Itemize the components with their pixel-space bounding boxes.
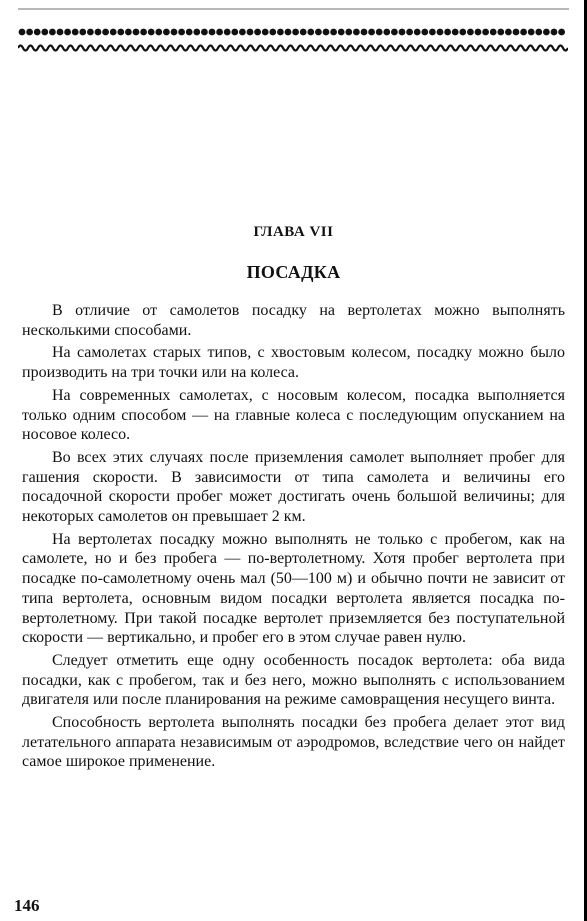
border-dot — [406, 29, 413, 36]
border-dot — [193, 29, 200, 36]
border-dot — [307, 29, 314, 36]
border-dot — [300, 29, 307, 36]
paragraph: В отличие от самолетов посадку на вертолетах можно выполнять несколькими способами. — [22, 302, 565, 339]
decorative-dotted-border — [18, 25, 568, 39]
border-dot — [315, 29, 322, 36]
border-dot — [117, 29, 124, 36]
border-dot — [490, 29, 497, 36]
chapter-title: ПОСАДКА — [246, 262, 341, 282]
border-dot — [19, 29, 26, 36]
border-dot — [110, 29, 117, 36]
border-dot — [201, 29, 208, 36]
border-dot — [171, 29, 178, 36]
border-dot — [475, 29, 482, 36]
border-dot — [186, 29, 193, 36]
border-dot — [239, 29, 246, 36]
border-dot — [383, 29, 390, 36]
border-dot — [95, 29, 102, 36]
border-dot — [330, 29, 337, 36]
chapter-label: ГЛАВА VII — [253, 224, 334, 240]
border-dot — [41, 29, 48, 36]
border-dot — [452, 29, 459, 36]
border-dot — [216, 29, 223, 36]
border-dot — [292, 29, 299, 36]
border-dot — [513, 29, 520, 36]
decorative-wavy-border — [18, 42, 568, 54]
border-dot — [155, 29, 162, 36]
border-dot — [551, 29, 558, 36]
border-dot — [224, 29, 231, 36]
border-dot — [79, 29, 86, 36]
border-dot — [399, 29, 406, 36]
paragraph: Способность вертолета выполнять посадки без пробега делает этот вид летательного аппарата независимым от аэродромов, вследствие чего он найдет самое широкое применение. — [22, 714, 565, 771]
border-dot — [148, 29, 155, 36]
border-dot — [368, 29, 375, 36]
border-dot — [376, 29, 383, 36]
border-dot — [34, 29, 41, 36]
border-dot — [361, 29, 368, 36]
border-dot — [140, 29, 147, 36]
border-dot — [437, 29, 444, 36]
border-dot — [87, 29, 94, 36]
border-dot — [64, 29, 71, 36]
border-dot — [285, 29, 292, 36]
border-dot — [323, 29, 330, 36]
paragraph: На вертолетах посадку можно выполнять не только с пробегом, как на самолете, но и без пробега — по-вертолетному. Хотя пробег вертолета при посадке по-самолетному очень мал (50—100 м) и обычно почти не зависит от типа вертолета, основным видом посадки вертолета является посадка по-вертолетному. При такой посадке вертолет приземляется без поступательной скорости — вертикально, и пробег его в этом случае равен нулю. — [22, 530, 565, 647]
border-dot — [414, 29, 421, 36]
border-dot — [247, 29, 254, 36]
border-dot — [102, 29, 109, 36]
border-dot — [528, 29, 535, 36]
border-dot — [429, 29, 436, 36]
border-dot — [133, 29, 140, 36]
page-number: 146 — [14, 896, 40, 915]
border-dot — [269, 29, 276, 36]
border-dot — [505, 29, 512, 36]
border-dot — [543, 29, 550, 36]
border-dot — [163, 29, 170, 36]
border-dot — [391, 29, 398, 36]
paragraph: Следует отметить еще одну особенность посадок вертолета: оба вида посадки, как с пробегом, так и без него, можно выполнять с использованием двигателя или после планирования на режиме самовращения несущего винта. — [22, 651, 565, 709]
border-dot — [178, 29, 185, 36]
border-dot — [345, 29, 352, 36]
border-dot — [254, 29, 261, 36]
border-dot — [353, 29, 360, 36]
body-text — [22, 301, 565, 772]
border-dot — [467, 29, 474, 36]
border-dot — [520, 29, 527, 36]
border-dot — [444, 29, 451, 36]
border-dot — [497, 29, 504, 36]
border-dot — [421, 29, 428, 36]
paragraph: На самолетах старых типов, с хвостовым колесом, посадку можно было производить на три точки или на колеса. — [22, 344, 565, 382]
border-dot — [558, 29, 565, 36]
border-dot — [231, 29, 238, 36]
border-dot — [57, 29, 64, 36]
border-dot — [482, 29, 489, 36]
border-dot — [26, 29, 33, 36]
border-dot — [535, 29, 542, 36]
top-rule — [18, 8, 569, 10]
paragraph: На современных самолетах, с носовым колесом, посадка выполняется только одним способом — на главные колеса с последующим опусканием на носовое колесо. — [22, 386, 565, 444]
border-dot — [262, 29, 269, 36]
border-dot — [125, 29, 132, 36]
paragraph: Во всех этих случаях после приземления самолет выполняет пробег для гашения скорости. В зависимости от типа самолета и величины его посадочной скорости пробег может достигать очень большой величины; для некоторых самолетов он превышает 2 км. — [22, 448, 565, 526]
border-dot — [209, 29, 216, 36]
border-dot — [72, 29, 79, 36]
border-dot — [338, 29, 345, 36]
border-dot — [277, 29, 284, 36]
border-dot — [459, 29, 466, 36]
border-dot — [49, 29, 56, 36]
